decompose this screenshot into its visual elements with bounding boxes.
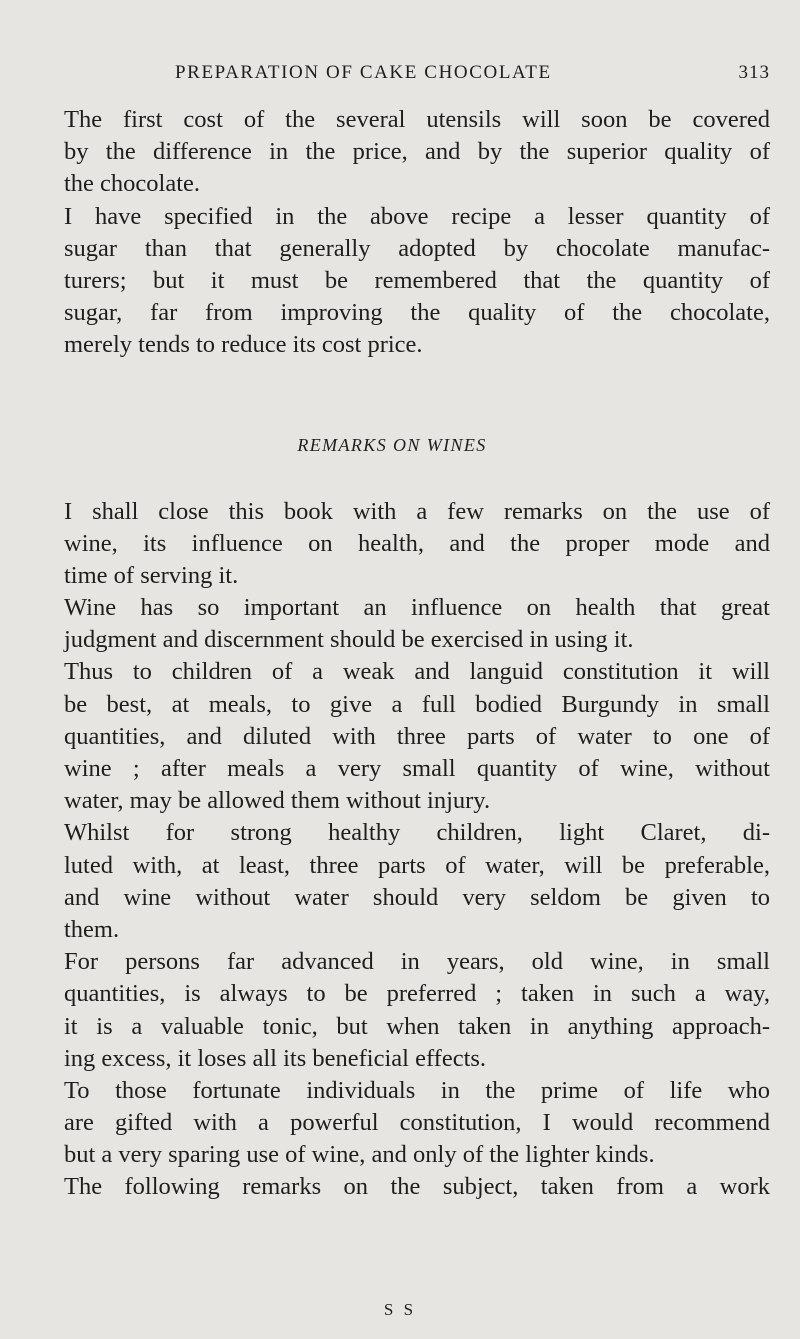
text-line: luted with, at least, three parts of water, will be preferable, bbox=[64, 851, 770, 879]
text-line: wine ; after meals a very small quantity of wine, without bbox=[64, 755, 770, 782]
text-line: sugar, far from improving the quality of the chocolate, bbox=[64, 299, 770, 327]
signature-mark: S S bbox=[383, 1300, 417, 1319]
text-line: The first cost of the several utensils will soon be covered bbox=[64, 106, 770, 133]
text-line: but a very sparing use of wine, and only of the lighter kinds. bbox=[64, 1141, 655, 1169]
text-line: ing excess, it loses all its beneficial effects. bbox=[64, 1044, 487, 1072]
text-line: turers; but it must be remembered that the quantity of bbox=[64, 266, 770, 294]
running-title: PREPARATION OF CAKE CHOCOLATE bbox=[175, 62, 552, 83]
paragraph-weak-children bbox=[64, 656, 770, 817]
page-number: 313 bbox=[738, 62, 770, 83]
text-line: Thus to children of a weak and languid constitution it will bbox=[64, 658, 770, 686]
text-line: by the difference in the price, and by the superior quality of bbox=[64, 138, 770, 166]
text-line: time of serving it. bbox=[64, 561, 239, 589]
paragraph-utensils-cost bbox=[64, 104, 770, 201]
paragraph-wine-influence bbox=[64, 592, 770, 656]
text-line: quantities, and diluted with three parts of water to one of bbox=[64, 722, 770, 750]
text-line: water, may be allowed them without injury. bbox=[64, 787, 491, 815]
text-line: wine, its influence on health, and the proper mode and bbox=[64, 529, 770, 557]
text-line: For persons far advanced in years, old wine, in small bbox=[64, 948, 770, 976]
text-line: judgment and discernment should be exercised in using it. bbox=[64, 626, 634, 654]
body-text bbox=[64, 104, 770, 1204]
text-line: the chocolate. bbox=[64, 170, 201, 198]
paragraph-closing-remarks bbox=[64, 496, 770, 593]
text-line: sugar than that generally adopted by chocolate manufac- bbox=[64, 234, 770, 262]
paragraph-following-remarks bbox=[64, 1171, 770, 1203]
text-line: I have specified in the above recipe a lesser quantity of bbox=[64, 202, 770, 230]
text-line: I shall close this book with a few remarks on the use of bbox=[64, 497, 770, 525]
text-line: Whilst for strong healthy children, light Claret, di- bbox=[64, 819, 770, 847]
paragraph-healthy-children bbox=[64, 817, 770, 946]
paragraph-prime-of-life bbox=[64, 1075, 770, 1172]
text-line: merely tends to reduce its cost price. bbox=[64, 331, 423, 359]
text-line: them. bbox=[64, 915, 120, 943]
paragraph-sugar-quantity bbox=[64, 201, 770, 362]
text-line: To those fortunate individuals in the prime of life who bbox=[64, 1076, 770, 1104]
text-line: it is a valuable tonic, but when taken in anything approach- bbox=[64, 1012, 770, 1040]
paragraph-elderly bbox=[64, 946, 770, 1075]
text-line: Wine has so important an influence on health that great bbox=[64, 594, 770, 622]
section-heading: REMARKS ON WINES bbox=[297, 434, 487, 455]
text-line: and wine without water should very seldom be given to bbox=[64, 883, 770, 911]
running-head bbox=[0, 62, 800, 92]
text-line: are gifted with a powerful constitution, I would recommend bbox=[64, 1109, 770, 1137]
text-line: The following remarks on the subject, taken from a work bbox=[64, 1173, 770, 1201]
text-line: be best, at meals, to give a full bodied Burgundy in small bbox=[64, 690, 770, 718]
text-line: quantities, is always to be preferred ; taken in such a way, bbox=[64, 980, 770, 1008]
